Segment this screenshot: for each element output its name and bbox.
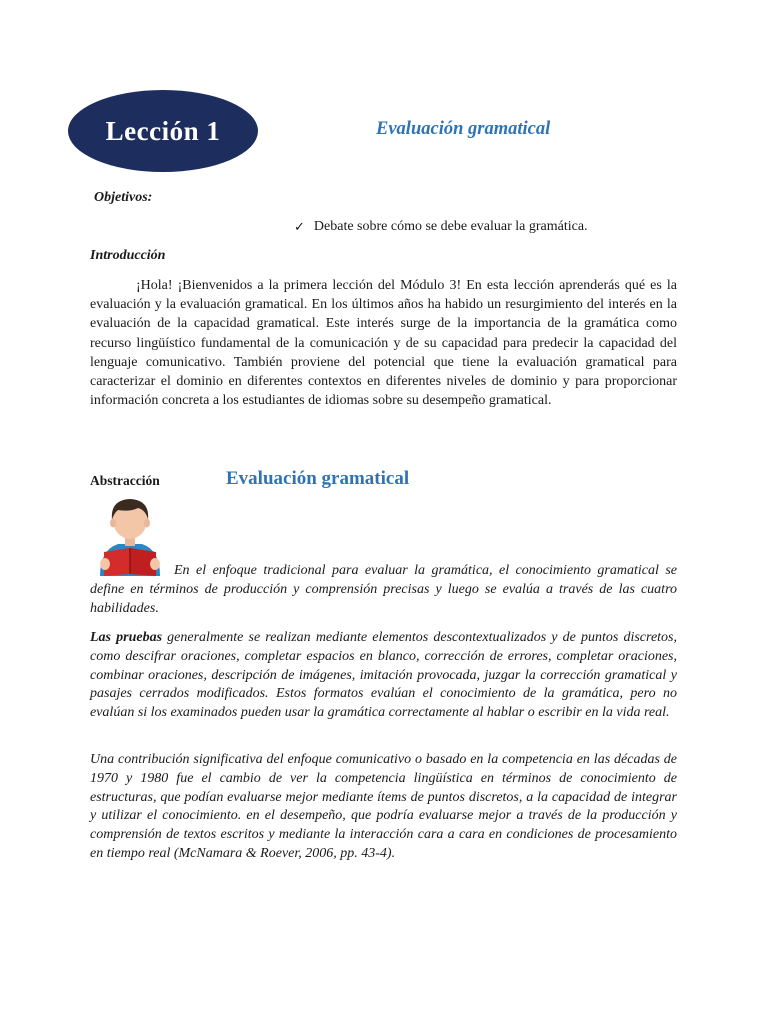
page-title: Evaluación gramatical xyxy=(376,119,551,139)
abstraction-paragraph-3: Una contribución significativa del enfoque comunicativo o basado en la competencia en las décadas de 1970 y 1980 fue el cambio de ver la competencia lingüística en términos de conocimiento de estructuras, que podían evaluarse mejor mediante ítems de puntos discretos, a la capacidad de integrar y utilizar el conocimiento. en el desempeño, que podría evaluarse mejor a través de la producción y comprensión de textos escritos y mediante la interacción cara a cara en condiciones de procesamiento en tiempo real (McNamara & Roever, 2006, pp. 43-4). xyxy=(90,752,677,861)
paragraph-2-text: generalmente se realizan mediante elementos descontextualizados y de puntos discretos, como descifrar oraciones, completar espacios en blanco, corrección de errores, completar oraciones, combinar oraciones, descripción de imágenes, imitación provocada, juzgar la corrección gramatical y pasajes cerrados modificados. Estos formatos evalúan el conocimiento de la gramática, pero no evalúan si los examinados pueden usar la gramática correctamente al hablar o escribir en la vida real. xyxy=(90,630,677,721)
checkmark-icon: ✓ xyxy=(294,219,305,235)
abstraction-paragraph-1: En el enfoque tradicional para evaluar la gramática, el conocimiento gramatical se define en términos de producción y comprensión precisas y luego se evalúa a través de las cuatro habilidades. xyxy=(90,563,677,616)
abstraction-paragraph-2 xyxy=(90,629,677,723)
introduction-label: Introducción xyxy=(90,248,166,263)
introduction-text: ¡Hola! ¡Bienvenidos a la primera lección del Módulo 3! En esta lección aprenderás qué es la evaluación y la evaluación gramatical. En los últimos años ha habido un resurgimiento del interés en la evaluación de la capacidad gramatical. Este interés surge de la importancia de la gramática como recurso lingüístico fundamental de la comunicación y de su capacidad para predecir la capacidad del lenguaje comunicativo. También proviene del potencial que tiene la evaluación gramatical para caracterizar el dominio en diferentes contextos en diferentes niveles de dominio y para proporcionar información concreta a los estudiantes de idiomas sobre su desempeño gramatical. xyxy=(90,278,677,409)
paragraph-2-lead: Las pruebas xyxy=(90,630,163,645)
lesson-badge xyxy=(68,90,258,172)
lesson-badge-label: Lección 1 xyxy=(105,115,221,146)
objective-item xyxy=(294,219,588,235)
objectives-label: Objetivos: xyxy=(94,190,153,205)
abstraction-title: Evaluación gramatical xyxy=(226,468,410,489)
objective-text: Debate sobre cómo se debe evaluar la gramática. xyxy=(313,219,588,234)
abstraction-label: Abstracción xyxy=(90,473,160,488)
